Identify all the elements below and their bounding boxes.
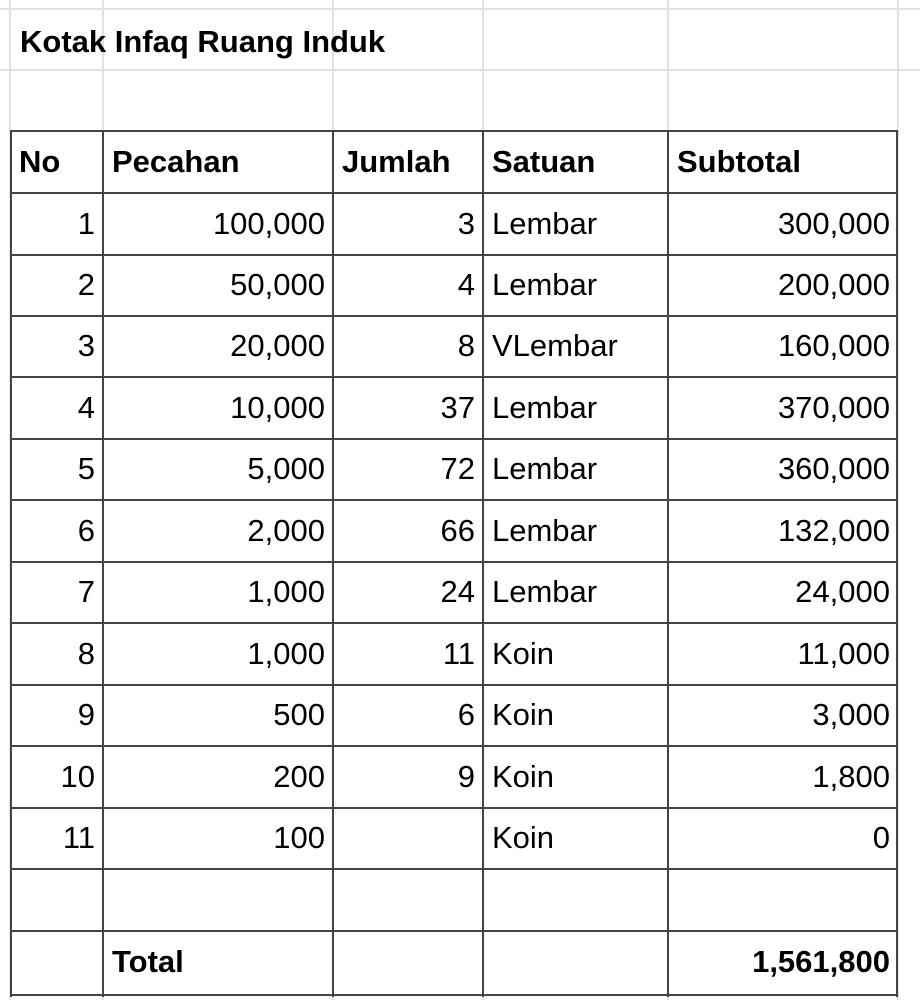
cell-subtotal[interactable]: 3,000 [812,697,890,732]
cell-jumlah[interactable]: 3 [457,206,475,241]
cell-jumlah[interactable]: 8 [457,328,475,363]
cell-no[interactable]: 8 [77,636,95,671]
cell-no[interactable]: 7 [77,574,95,609]
empty-cell[interactable] [103,870,333,930]
cell-jumlah[interactable]: 66 [440,513,475,548]
cell-no[interactable]: 1 [77,206,95,241]
cell-jumlah[interactable]: 24 [440,574,475,609]
table-border [896,130,898,997]
table-border [10,930,898,932]
cell-pecahan[interactable]: 500 [273,697,325,732]
table-border [10,130,898,132]
cell-no[interactable]: 5 [77,451,95,486]
cell-jumlah[interactable]: 4 [457,267,475,302]
sheet-title[interactable]: Kotak Infaq Ruang Induk [20,24,386,59]
table-border [10,499,898,501]
table-border [10,561,898,563]
header-jumlah[interactable]: Jumlah [342,144,451,179]
table-border [10,868,898,870]
table-row [10,501,898,561]
total-value[interactable]: 1,561,800 [752,944,890,979]
cell-satuan[interactable]: Lembar [492,390,598,425]
table-row [10,747,898,807]
cell-jumlah[interactable]: 9 [457,759,475,794]
gridline [0,69,920,71]
table-row [10,378,898,438]
cell-pecahan[interactable]: 1,000 [247,574,325,609]
cell-satuan[interactable]: VLembar [492,328,618,363]
table-border [10,376,898,378]
cell-pecahan[interactable]: 200 [273,759,325,794]
cell-no[interactable]: 10 [60,759,95,794]
cell-jumlah[interactable]: 72 [440,451,475,486]
table-row [10,194,898,254]
table-row [10,255,898,315]
cell-subtotal[interactable]: 160,000 [777,328,890,363]
header-row [10,132,898,192]
cell-no[interactable]: 3 [77,328,95,363]
header-subtotal[interactable]: Subtotal [677,144,801,179]
table-border [482,130,484,997]
table-border [332,130,334,997]
cell-pecahan[interactable]: 1,000 [247,636,325,671]
header-pecahan[interactable]: Pecahan [112,144,240,179]
table-border [10,994,898,996]
cell-subtotal[interactable]: 200,000 [777,267,890,302]
cell-subtotal[interactable]: 300,000 [777,206,890,241]
empty-cell[interactable] [668,870,898,930]
header-no[interactable]: No [19,144,61,179]
empty-cell[interactable] [10,931,103,993]
cell-pecahan[interactable]: 100,000 [212,206,325,241]
empty-cell[interactable] [10,870,103,930]
cell-satuan[interactable]: Lembar [492,206,598,241]
cell-subtotal[interactable]: 0 [872,820,890,855]
table-row [10,562,898,622]
table-row [10,808,898,868]
table-row [10,624,898,684]
header-satuan[interactable]: Satuan [492,144,596,179]
table-border [667,130,669,997]
data-table [10,130,898,997]
empty-cell[interactable] [333,870,483,930]
cell-no[interactable]: 6 [77,513,95,548]
cell-pecahan[interactable]: 100 [273,820,325,855]
cell-subtotal[interactable]: 11,000 [797,636,890,671]
total-label[interactable]: Total [112,944,184,979]
cell-jumlah[interactable]: 37 [440,390,475,425]
cell-subtotal[interactable]: 1,800 [812,759,890,794]
cell-satuan[interactable]: Koin [492,759,555,794]
cell-pecahan[interactable]: 5,000 [247,451,325,486]
table-border [10,315,898,317]
cell-satuan[interactable]: Lembar [492,574,598,609]
table-border [10,438,898,440]
empty-cell[interactable] [483,870,668,930]
cell-no[interactable]: 4 [77,390,95,425]
empty-cell[interactable] [483,931,668,993]
cell-pecahan[interactable]: 50,000 [230,267,325,302]
cell-jumlah[interactable] [333,808,483,868]
cell-subtotal[interactable]: 360,000 [777,451,890,486]
table-row [10,439,898,499]
cell-no[interactable]: 11 [62,820,95,855]
cell-satuan[interactable]: Koin [492,697,555,732]
gridline [0,8,920,10]
cell-no[interactable]: 9 [77,697,95,732]
table-border [10,130,12,997]
cell-no[interactable]: 2 [77,267,95,302]
table-border [10,745,898,747]
table-border [10,192,898,194]
table-border [10,622,898,624]
total-row [10,931,898,993]
cell-satuan[interactable]: Lembar [492,267,598,302]
cell-satuan[interactable]: Lembar [492,451,598,486]
table-row [10,316,898,376]
cell-satuan[interactable]: Lembar [492,513,598,548]
empty-cell[interactable] [333,931,483,993]
cell-subtotal[interactable]: 24,000 [795,574,890,609]
table-border [10,254,898,256]
cell-satuan[interactable]: Koin [492,636,555,671]
cell-pecahan[interactable]: 20,000 [230,328,325,363]
cell-pecahan[interactable]: 10,000 [230,390,325,425]
table-border [10,807,898,809]
empty-row [10,870,898,930]
cell-jumlah[interactable]: 11 [442,636,475,671]
table-border [10,684,898,686]
cell-jumlah[interactable]: 6 [457,697,475,732]
cell-subtotal[interactable]: 370,000 [777,390,890,425]
cell-pecahan[interactable]: 2,000 [247,513,325,548]
cell-satuan[interactable]: Koin [492,820,555,855]
table-row [10,685,898,745]
cell-subtotal[interactable]: 132,000 [777,513,890,548]
table-border [102,130,104,997]
